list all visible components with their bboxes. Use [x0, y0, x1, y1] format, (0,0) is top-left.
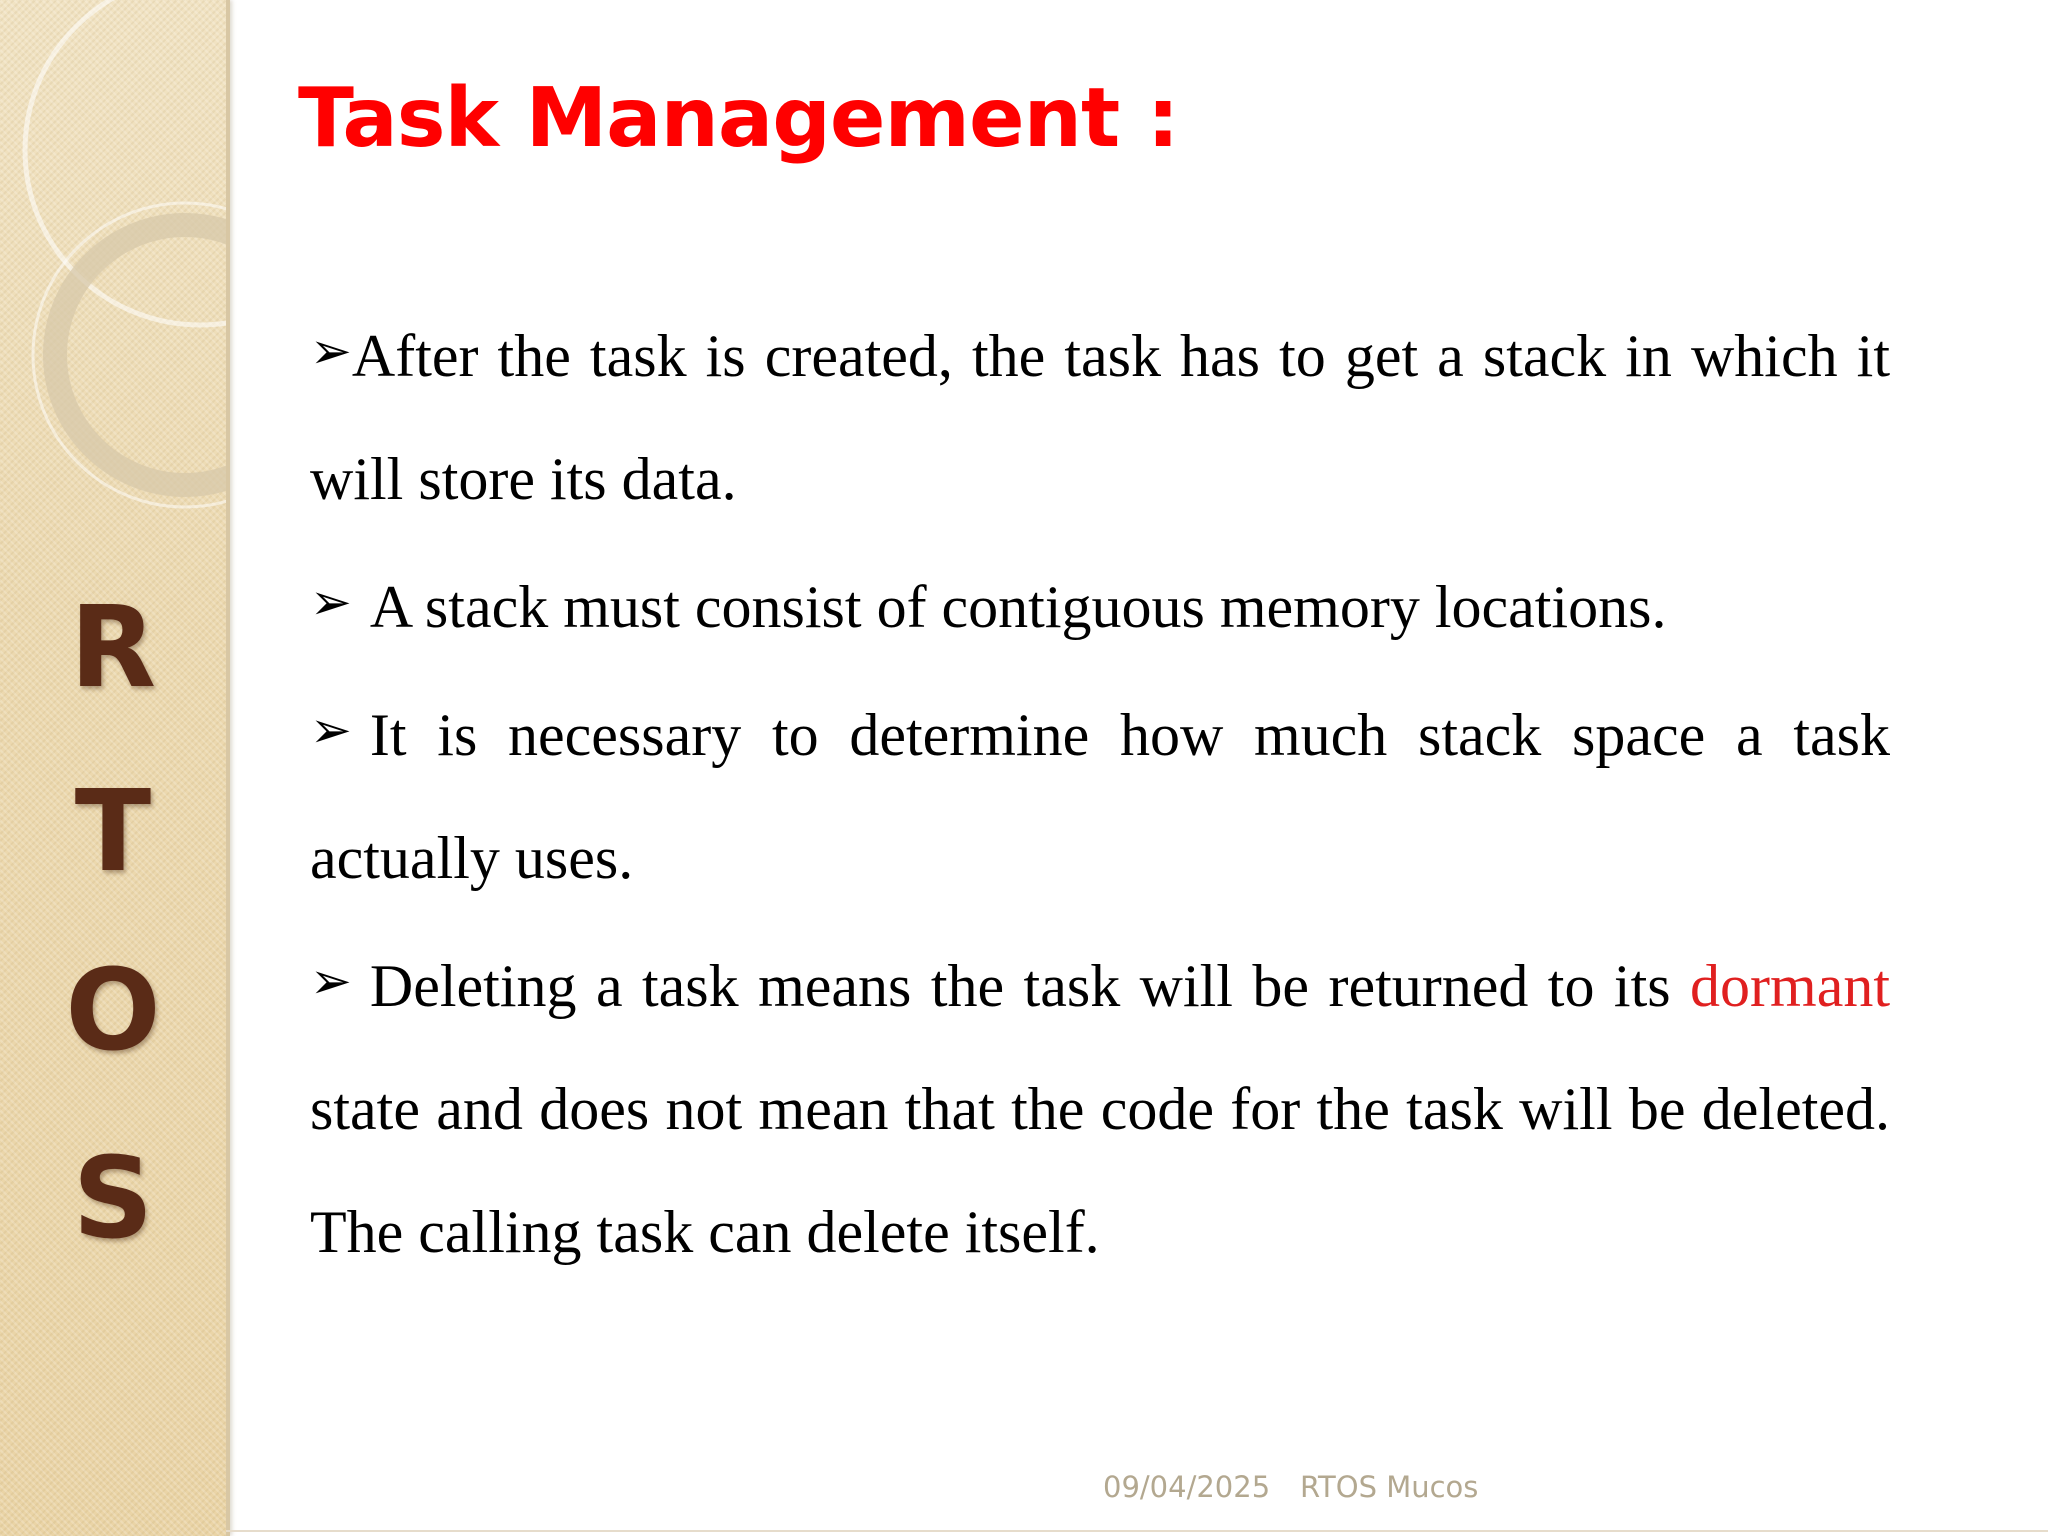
bullet-item [310, 669, 1890, 920]
bullet-item [310, 541, 1890, 669]
bullet-text: After the task is created, the task has to get a stack in which it will store its data. [310, 323, 1890, 512]
bullet-text-after: state and does not mean that the code for the task will be deleted. The calling task can delete itself. [310, 1076, 1890, 1265]
sidebar-letter-r: R [69, 583, 157, 713]
highlighted-term: dormant [1690, 953, 1890, 1019]
arrowhead-bullet-icon: ➢ [310, 322, 352, 380]
bottom-divider [226, 1530, 2048, 1532]
sidebar-letter-o: O [65, 946, 161, 1076]
sidebar-letter-s: S [72, 1134, 154, 1264]
footer-date: 09/04/2025 [1103, 1470, 1271, 1504]
arrowhead-bullet-icon: ➢ [310, 701, 352, 759]
decorative-sidebar [0, 0, 230, 1536]
bullet-text: A stack must consist of contiguous memory locations. [369, 574, 1667, 640]
slide-title: Task Management : [298, 71, 1179, 166]
arrowhead-bullet-icon: ➢ [310, 573, 352, 631]
footer-label: RTOS Mucos [1300, 1470, 1479, 1504]
arrowhead-bullet-icon: ➢ [310, 952, 352, 1010]
bullet-item [310, 290, 1890, 541]
bullet-text-before: Deleting a task means the task will be returned to its [369, 953, 1671, 1019]
sidebar-letter-t: T [74, 767, 152, 897]
bullet-text: It is necessary to determine how much stack space a task actually uses. [310, 702, 1890, 891]
bullet-list [310, 290, 1890, 1294]
bullet-item [310, 920, 1890, 1294]
